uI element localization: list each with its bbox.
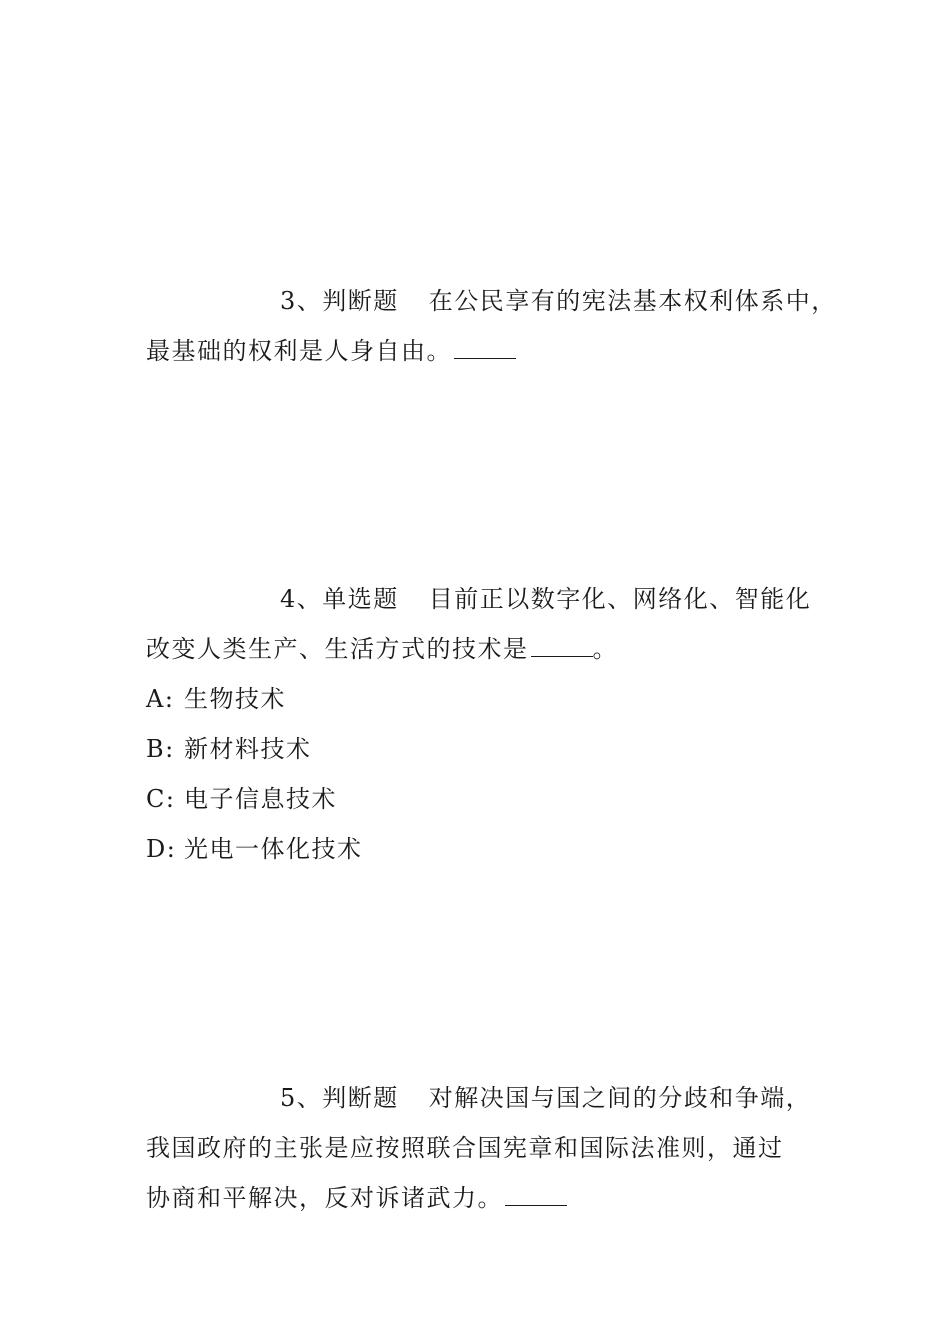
option-letter: C: [146, 785, 176, 813]
option-a [146, 684, 286, 714]
question-4-header [280, 584, 811, 614]
question-text-line2-end: 。 [592, 635, 618, 663]
option-letter: D: [146, 835, 177, 863]
option-text: 新材料技术 [184, 735, 312, 763]
question-text-line2: 我国政府的主张是应按照联合国宪章和国际法准则，通过 [146, 1134, 784, 1162]
question-type: 判断题 [322, 287, 399, 315]
answer-blank [454, 338, 516, 359]
question-4-line2 [146, 634, 618, 664]
option-letter: A: [146, 685, 175, 713]
question-type: 单选题 [322, 585, 399, 613]
question-text-line3: 协商和平解决，反对诉诸武力。 [146, 1184, 503, 1212]
answer-blank [531, 636, 593, 657]
option-c [146, 784, 337, 814]
question-type: 判断题 [322, 1084, 399, 1112]
question-3-line2 [146, 336, 516, 366]
question-text-line1: 对解决国与国之间的分歧和争端， [428, 1084, 812, 1112]
question-number: 4、 [280, 585, 323, 613]
option-text: 电子信息技术 [184, 785, 337, 813]
question-3-header [280, 286, 837, 316]
option-text: 生物技术 [184, 685, 286, 713]
option-d [146, 834, 363, 864]
question-text-line2: 改变人类生产、生活方式的技术是 [146, 635, 529, 663]
option-text: 光电一体化技术 [184, 835, 363, 863]
question-text-line2: 最基础的权利是人身自由。 [146, 337, 452, 365]
answer-blank [505, 1185, 567, 1206]
question-5-line3 [146, 1183, 567, 1213]
question-text-line1: 目前正以数字化、网络化、智能化 [428, 585, 812, 613]
option-b [146, 734, 312, 764]
question-5-header [280, 1083, 811, 1113]
question-number: 5、 [280, 1084, 323, 1112]
option-letter: B: [146, 735, 175, 763]
question-5-line2 [146, 1133, 784, 1163]
question-text-line1: 在公民享有的宪法基本权利体系中， [428, 287, 837, 315]
question-number: 3、 [280, 287, 323, 315]
